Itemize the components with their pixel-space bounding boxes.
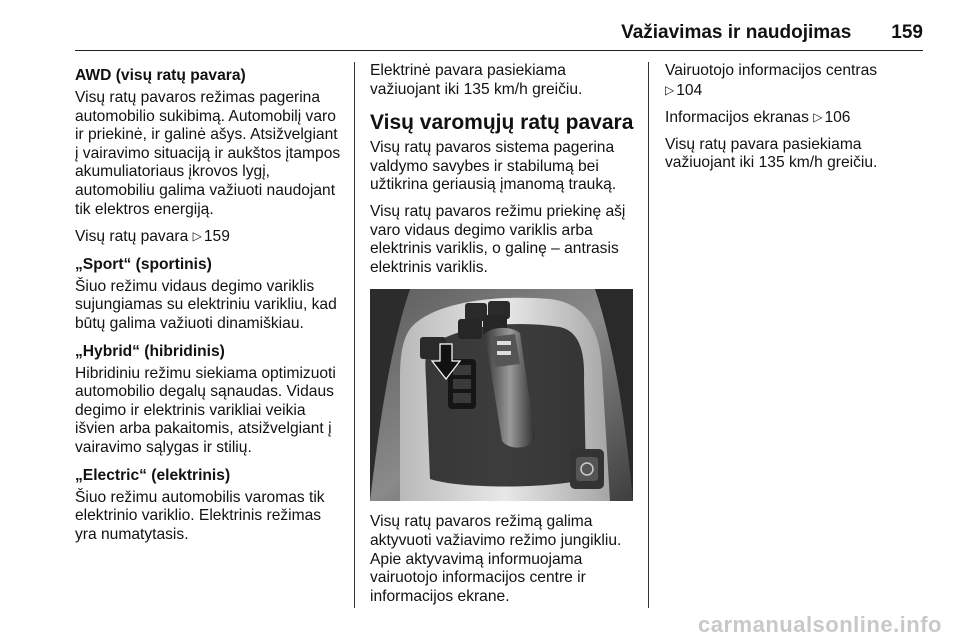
column-right: [665, 62, 930, 181]
sport-heading: „Sport“ (sportinis): [75, 255, 212, 273]
triangle-right-icon: ▷: [813, 110, 823, 125]
electric-text: Šiuo režimu automobilis varomas tik elektrinio variklio. Elektrinis režimas yra numatytasis.: [75, 488, 325, 543]
awd-ref-link[interactable]: [193, 228, 230, 245]
page-header: [75, 22, 923, 52]
awd-ref-page: 159: [203, 228, 230, 246]
column-left: [75, 62, 345, 552]
sport-text: Šiuo režimu vidaus degimo variklis sujungiamas su elektriniu varikliu, kad būtų galima važiuoti dinamiškiau.: [75, 277, 337, 332]
ref1-page: 104: [676, 81, 703, 99]
figure-caption: Visų ratų pavaros režimą galima aktyvuoti važiavimo režimo jungikliu. Apie aktyvavimą informuojama vairuotojo informacijos centre ir informacijos ekrane.: [370, 513, 622, 605]
info-display-reference: [665, 108, 930, 128]
driver-info-reference: [665, 62, 930, 100]
section-heading: Visų varomųjų ratų pavara: [370, 111, 634, 135]
awd-system-text: Visų ratų pavaros sistema pagerina valdymo savybes ir stabilumą bei užtikrina geriausią įmanomą trauką.: [370, 139, 617, 194]
awd-speed-text: Visų ratų pavara pasiekiama važiuojant iki 135 km/h greičiu.: [665, 135, 878, 172]
page-number: 159: [891, 22, 923, 43]
awd-axle-text: Visų ratų pavaros režimu priekinę ašį varo vidaus degimo variklis arba elektrinis variklis, o galinę – antrasis elektrinis variklis.: [370, 202, 626, 276]
awd-heading: AWD (visų ratų pavara): [75, 67, 246, 84]
hybrid-text: Hibridiniu režimu siekiama optimizuoti automobilio degalų sąnaudas. Vidaus degimo ir elektrinis varikliai veikia išvien arba pakaitomis, atsižvelgiant į vairavimo sąlygas ir stilių.: [75, 364, 336, 456]
awd-text: Visų ratų pavaros režimas pagerina automobilio sukibimą. Automobilį varo ir priekinė, ir galinė ašys. Atsižvelgiant į vairavimo situaciją ir aukštos įtampos akumuliatoriaus įkrovos lygį, automobiliu galima važiuoti naudojant tik elektros energiją.: [75, 89, 341, 218]
page-title: Važiavimas ir naudojimas: [621, 22, 852, 43]
triangle-right-icon: ▷: [665, 82, 675, 97]
drive-mode-switch-photo: [370, 289, 633, 501]
ref2-label: Informacijos ekranas: [665, 109, 809, 127]
awd-reference: [75, 227, 345, 247]
hybrid-heading: „Hybrid“ (hibridinis): [75, 342, 225, 360]
column-divider-2: [648, 62, 649, 608]
ref1-link[interactable]: [665, 82, 702, 99]
watermark: carmanualsonline.info: [698, 612, 942, 637]
ref2-page: 106: [824, 109, 851, 127]
column-middle: [370, 62, 635, 614]
ref2-link[interactable]: [813, 109, 850, 126]
electric-heading: „Electric“ (elektrinis): [75, 466, 231, 484]
header-rule: [75, 50, 923, 51]
awd-ref-label: Visų ratų pavara: [75, 228, 189, 246]
triangle-right-icon: ▷: [192, 229, 202, 244]
ref1-label: Vairuotojo informacijos centras: [665, 62, 878, 79]
column-divider-1: [354, 62, 355, 608]
electric-range-text: Elektrinė pavara pasiekiama važiuojant iki 135 km/h greičiu.: [370, 62, 583, 98]
